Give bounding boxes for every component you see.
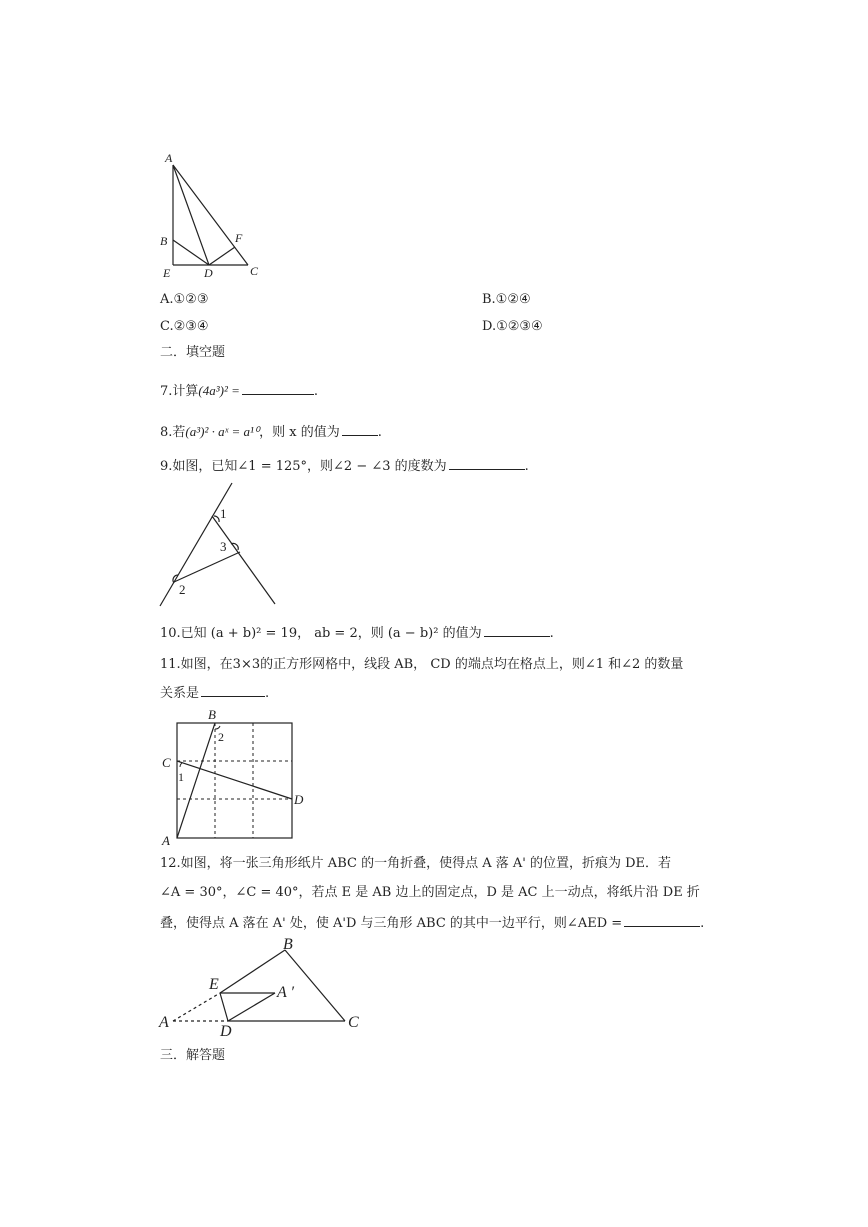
q11-line2-text: 关系是	[160, 686, 200, 701]
q12-label-e: E	[209, 976, 219, 993]
q11-label-d: D	[294, 792, 304, 807]
q12-label-d: D	[220, 1023, 232, 1040]
question-11-line2	[160, 682, 269, 703]
q10-text: 10.已知 (a + b)² = 19， ab = 2，则 (a − b)² 的值为	[160, 626, 482, 641]
q12-label-aprime: A ′	[277, 984, 294, 1001]
q6-figure	[150, 150, 280, 285]
q9-text: 9.如图，已知∠1 = 125°，则∠2 − ∠3 的度数为	[160, 459, 447, 474]
q11-angle-1: 1	[178, 770, 184, 784]
q6-label-b: B	[160, 234, 168, 248]
q11-angle-2: 2	[218, 730, 224, 744]
q9-figure	[150, 480, 290, 610]
q9-angle-2: 2	[179, 582, 186, 597]
q12-answer-blank[interactable]	[624, 912, 700, 927]
q6-label-d: D	[204, 266, 213, 280]
section2-title: 二．填空题	[160, 345, 226, 360]
q6-option-b[interactable]: B.①②④	[482, 292, 531, 307]
q11-figure	[160, 705, 320, 850]
q11-label-c: C	[162, 755, 171, 770]
question-8	[160, 421, 382, 442]
q12-figure	[155, 935, 375, 1040]
q12-suffix: .	[700, 916, 705, 931]
q7-suffix: .	[313, 384, 319, 399]
question-12-line1: 12.如图，将一张三角形纸片 ABC 的一角折叠，使得点 A 落 A' 的位置，折痕为 DE．若	[160, 856, 671, 871]
q9-suffix: .	[524, 459, 529, 474]
q11-suffix: .	[265, 686, 270, 701]
q8-mid: ，则 x 的值为	[259, 425, 340, 440]
q7-prefix: 7.计算	[160, 384, 199, 399]
q6-option-d[interactable]: D.①②③④	[482, 319, 543, 334]
q6-label-f: F	[235, 231, 243, 245]
q7-expr: (4a³)² =	[198, 383, 240, 398]
q9-angle-3: 3	[220, 539, 227, 554]
question-9	[160, 455, 529, 476]
q6-label-a: A	[165, 151, 173, 165]
question-12-line3	[160, 912, 704, 933]
q8-suffix: .	[377, 425, 382, 440]
q7-answer-blank[interactable]	[242, 380, 314, 395]
q11-answer-blank[interactable]	[201, 682, 265, 697]
q12-label-b: B	[283, 936, 293, 953]
q8-answer-blank[interactable]	[342, 421, 378, 436]
q9-angle-1: 1	[220, 506, 227, 521]
q6-option-c[interactable]: C.②③④	[160, 319, 209, 334]
question-7	[160, 380, 318, 401]
question-11-line1: 11.如图，在3×3的正方形网格中，线段 AB， CD 的端点均在格点上，则∠1 和∠2 的数量	[160, 657, 684, 672]
question-10	[160, 622, 554, 643]
q11-label-a: A	[162, 833, 170, 848]
q8-expr: (a³)² · aˣ = a¹⁰	[185, 424, 260, 439]
q10-answer-blank[interactable]	[484, 622, 550, 637]
section3-title: 三．解答题	[160, 1048, 226, 1063]
q12-line3-text: 叠，使得点 A 落在 A' 处，使 A'D 与三角形 ABC 的其中一边平行，则∠AED =	[160, 916, 623, 931]
question-12-line2: ∠A = 30°，∠C = 40°，若点 E 是 AB 边上的固定点，D 是 AC 上一动点，将纸片沿 DE 折	[160, 885, 700, 900]
q10-suffix: .	[549, 626, 554, 641]
q9-answer-blank[interactable]	[449, 455, 525, 470]
q12-label-c: C	[348, 1014, 359, 1031]
q12-label-a: A	[159, 1014, 169, 1031]
q6-option-a[interactable]: A.①②③	[160, 292, 209, 307]
q6-label-e: E	[163, 266, 171, 280]
q6-label-c: C	[250, 264, 259, 278]
q11-label-b: B	[208, 707, 216, 722]
q8-prefix: 8.若	[160, 425, 186, 440]
